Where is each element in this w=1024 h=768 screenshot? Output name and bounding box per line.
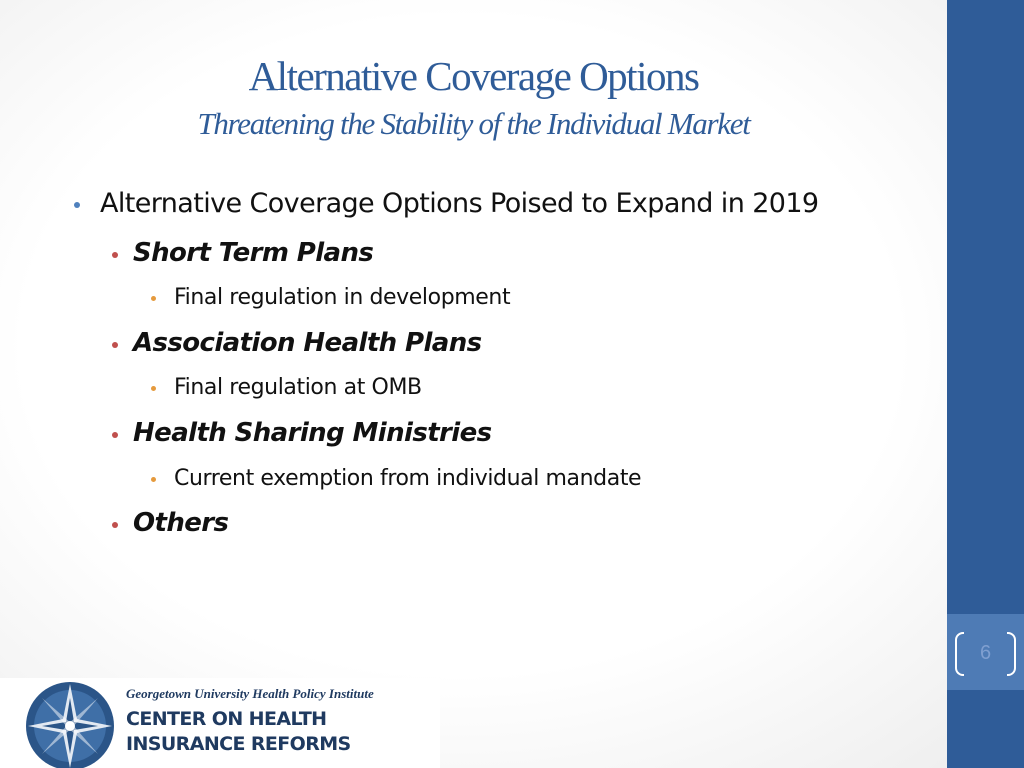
bullet-short-term-plans: Short Term Plans [133, 238, 374, 268]
slide-title: Alternative Coverage Options [248, 53, 699, 99]
bullet-association-detail: Final regulation at OMB [174, 375, 422, 400]
bullet-dot-icon [112, 252, 118, 258]
bullet-others: Others [133, 508, 229, 538]
bullet-dot-icon [74, 202, 80, 208]
bullet-dot-icon [112, 522, 118, 528]
compass-rose-logo-icon [22, 678, 118, 768]
bullet-main: Alternative Coverage Options Poised to Expand in 2019 [100, 188, 819, 219]
slide-subtitle: Threatening the Stability of the Individual Market [197, 106, 750, 141]
page-number-box [947, 614, 1024, 690]
bullet-dot-icon [151, 296, 156, 301]
logo-center-line2: INSURANCE REFORMS [126, 733, 351, 755]
page-number: 6 [979, 642, 992, 664]
bullet-dot-icon [112, 432, 118, 438]
bullet-sharing-detail: Current exemption from individual mandate [174, 466, 642, 491]
logo-center-line1: CENTER ON HEALTH [126, 708, 327, 730]
logo-institute-name: Georgetown University Health Policy Institute [126, 686, 374, 701]
bullet-dot-icon [151, 477, 156, 482]
bullet-short-term-detail: Final regulation in development [174, 285, 511, 310]
bullet-association-health-plans: Association Health Plans [133, 328, 482, 358]
bullet-dot-icon [151, 386, 156, 391]
bullet-health-sharing-ministries: Health Sharing Ministries [133, 418, 492, 448]
bullet-dot-icon [112, 342, 118, 348]
